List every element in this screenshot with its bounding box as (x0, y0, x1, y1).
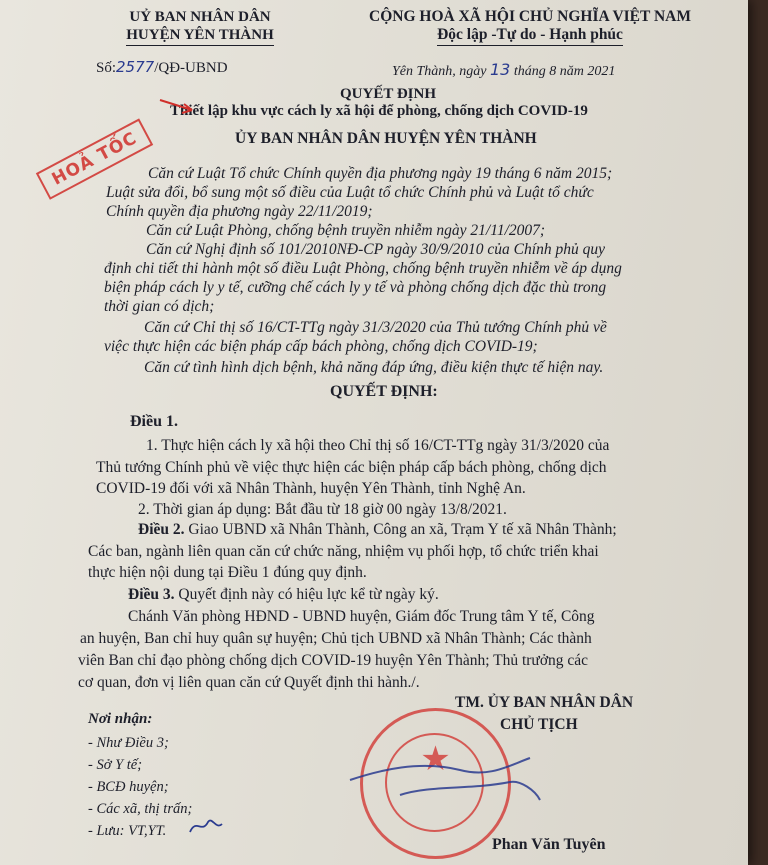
date-day-handwritten: 13 (490, 60, 511, 79)
seal-star-icon: ★ (420, 739, 451, 779)
article-3-line: cơ quan, đơn vị liên quan căn cứ Quyết định thi hành./. (78, 674, 420, 691)
document-number (96, 58, 228, 77)
date-prefix: Yên Thành, ngày (392, 64, 487, 79)
doc-number-suffix: /QĐ-UBND (154, 60, 228, 76)
recipient-item: - Sở Y tế; (88, 757, 143, 773)
preamble-line: Căn cứ Luật Phòng, chống bệnh truyền nhiễm ngày 21/11/2007; (146, 222, 546, 239)
signer-title: CHỦ TỊCH (500, 716, 578, 733)
issuing-authority (90, 8, 310, 46)
preamble-line: biện pháp cách ly y tế, cưỡng chế cách ly y tế và phòng chống dịch đặc thù trong (104, 279, 607, 296)
article-1-line: 1. Thực hiện cách ly xã hội theo Chỉ thị số 16/CT-TTg ngày 31/3/2020 của (146, 437, 610, 454)
document-date (392, 60, 615, 80)
recipient-item: - Như Điều 3; (88, 735, 169, 751)
article-2-line: Các ban, ngành liên quan căn cứ chức năng, nhiệm vụ phối hợp, tổ chức triển khai (88, 543, 599, 560)
date-suffix: tháng 8 năm 2021 (513, 64, 616, 79)
national-motto (330, 8, 730, 46)
initials-scribble-icon (186, 814, 226, 838)
org-line-2: HUYỆN YÊN THÀNH (126, 26, 274, 46)
preamble-line: Chính quyền địa phương ngày 22/11/2019; (106, 203, 373, 220)
article-1-line: COVID-19 đối với xã Nhân Thành, huyện Yên Thành, tỉnh Nghệ An. (96, 480, 526, 497)
recipient-item: - Lưu: VT,YT. (88, 823, 167, 839)
signature-scribble-icon (340, 740, 550, 830)
article-3-line: Chánh Văn phòng HĐND - UBND huyện, Giám đốc Trung tâm Y tế, Công (128, 608, 595, 625)
article-2-line: thực hiện nội dung tại Điều 1 đúng quy định. (88, 564, 367, 581)
preamble-line: Căn cứ Nghị định số 101/2010NĐ-CP ngày 30/9/2010 của Chính phủ quy (146, 241, 605, 258)
doc-number-prefix: Số: (96, 60, 117, 76)
preamble-line: thời gian có dịch; (104, 298, 215, 315)
signer-name: Phan Văn Tuyên (492, 836, 606, 853)
decision-heading: QUYẾT ĐỊNH: (330, 383, 438, 400)
article-1-heading: Điều 1. (130, 413, 178, 430)
preamble-line: Luật sửa đổi, bổ sung một số điều của Luật tổ chức Chính phủ và Luật tổ chức (106, 184, 594, 201)
arrow-mark-icon (158, 96, 198, 116)
article-3-line: an huyện, Ban chỉ huy quân sự huyện; Chủ tịch UBND xã Nhân Thành; Các thành (80, 630, 592, 647)
recipients-heading: Nơi nhận: (88, 711, 153, 727)
signer-on-behalf: TM. ỦY BAN NHÂN DÂN (455, 694, 634, 711)
doc-number-handwritten: 2577 (116, 58, 155, 76)
article-2-line: Giao UBND xã Nhân Thành, Công an xã, Trạm Y tế xã Nhân Thành; (188, 521, 617, 538)
preamble-line: định chi tiết thi hành một số điều Luật Phòng, chống bệnh truyền nhiễm về áp dụng (104, 260, 622, 277)
article-1-line: Thủ tướng Chính phủ về việc thực hiện các biện pháp cấp bách phòng, chống dịch (96, 459, 607, 476)
authority-title: ỦY BAN NHÂN DÂN HUYỆN YÊN THÀNH (235, 130, 537, 147)
article-3-line: Quyết định này có hiệu lực kể từ ngày ký. (178, 586, 439, 603)
recipient-item: - BCĐ huyện; (88, 779, 169, 795)
preamble-line: Căn cứ tình hình dịch bệnh, khả năng đáp ứng, điều kiện thực tế hiện nay. (144, 359, 604, 376)
article-2-heading: Điều 2. (138, 521, 185, 538)
nation-line-1: CỘNG HOÀ XÃ HỘI CHỦ NGHĨA VIỆT NAM (369, 8, 691, 25)
decision-title: QUYẾT ĐỊNH (340, 86, 436, 102)
article-1-line: 2. Thời gian áp dụng: Bắt đầu từ 18 giờ 00 ngày 13/8/2021. (138, 501, 507, 518)
preamble-line: Căn cứ Chỉ thị số 16/CT-TTg ngày 31/3/2020 của Thủ tướng Chính phủ về (144, 319, 607, 336)
recipient-item: - Các xã, thị trấn; (88, 801, 193, 817)
article-3-heading: Điều 3. (128, 586, 175, 603)
org-line-1: UỶ BAN NHÂN DÂN (129, 9, 271, 25)
preamble-line: Căn cứ Luật Tổ chức Chính quyền địa phương ngày 19 tháng 6 năm 2015; (148, 165, 613, 182)
decision-subject: Thiết lập khu vực cách ly xã hội để phòng, chống dịch COVID-19 (170, 103, 588, 119)
urgent-stamp: HOẢ TỐC (36, 118, 154, 200)
article-3-line: viên Ban chỉ đạo phòng chống dịch COVID-19 huyện Yên Thành; Thủ trưởng các (78, 652, 589, 669)
nation-line-2: Độc lập -Tự do - Hạnh phúc (437, 26, 623, 46)
preamble-line: việc thực hiện các biện pháp cấp bách phòng, chống dịch COVID-19; (104, 338, 538, 355)
